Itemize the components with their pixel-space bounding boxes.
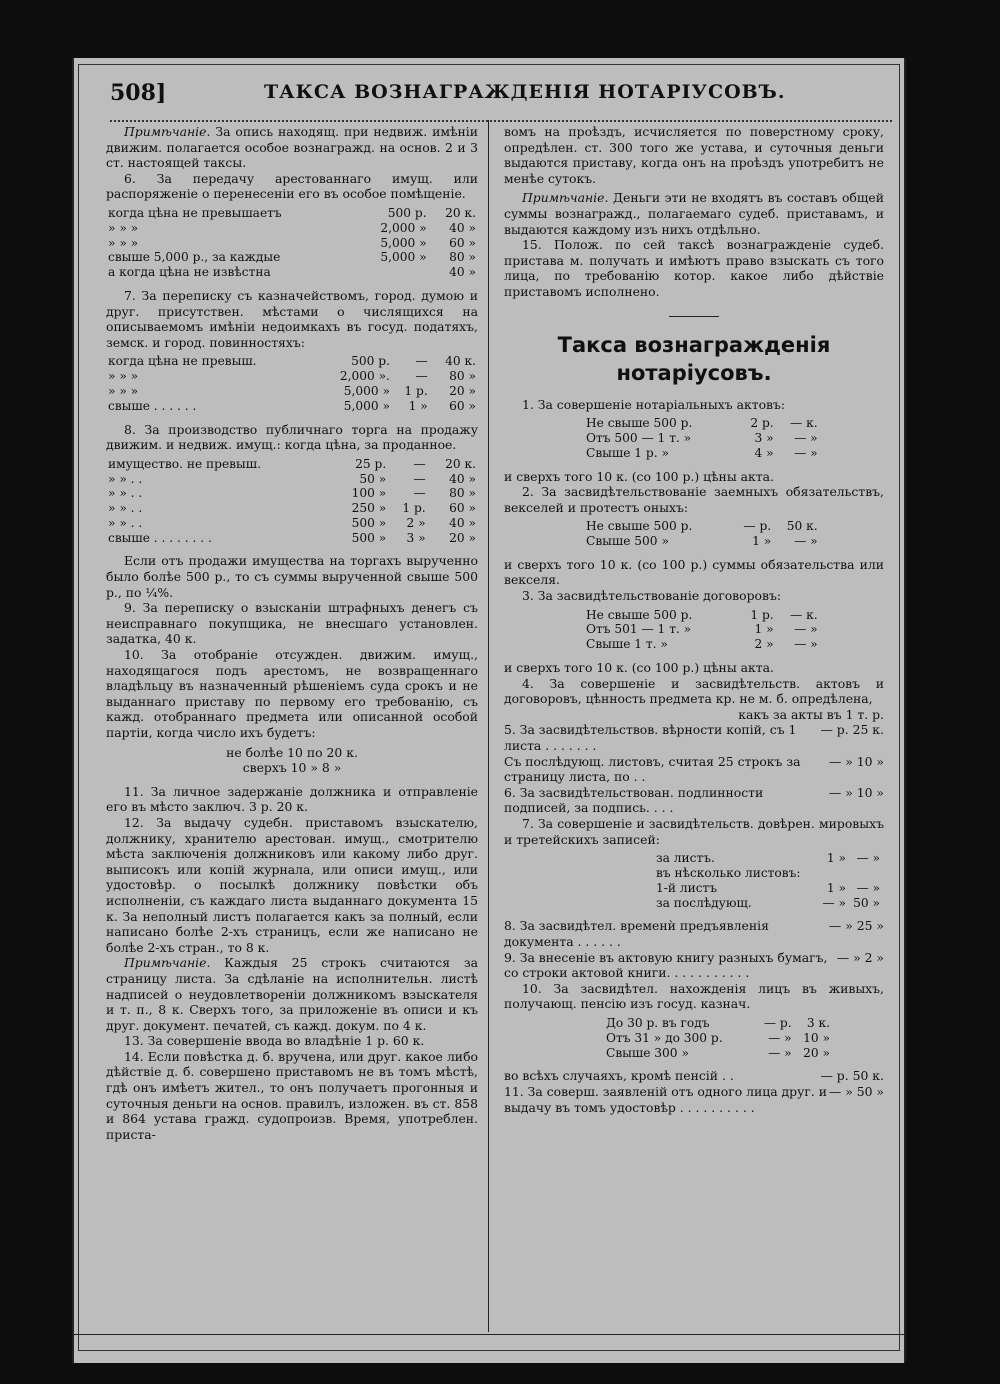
page-title: ТАКСА ВОЗНАГРАЖДЕНІЯ НОТАРІУСОВЪ. [264, 81, 786, 103]
fee-row [504, 785, 884, 816]
table-cell: — к. [790, 607, 818, 622]
row-label: во всѣхъ случаяхъ, кромѣ пенсій . . [504, 1068, 734, 1084]
table-cell: » » . . [108, 501, 143, 516]
table-cell: Отъ 500 — 1 т. » [586, 430, 692, 445]
table-cell: 250 » [351, 501, 387, 516]
notary-item-4-rate: какъ за акты въ 1 т. р. [738, 706, 884, 722]
table-cell: — к. [790, 416, 818, 431]
table-cell: — » [794, 534, 818, 549]
notary-item-3-note: и сверхъ того 10 к. (со 100 р.) цѣны акта. [504, 660, 774, 676]
table-row [106, 384, 478, 399]
table-cell: — » [794, 622, 818, 637]
table-row [584, 534, 820, 549]
note-label: Примѣчаніе. [124, 124, 211, 139]
table-row [106, 472, 478, 487]
row-label: 8. За засвидѣтел. временѝ предъявленія документа . . . . . . [504, 918, 769, 949]
paragraph-14: 14. Если повѣстка д. б. вручена, или друг. какое либо дѣйствіе д. б. совершено приставомъ не въ томъ мѣстѣ, гдѣ онъ имѣетъ жител., то онъ получаетъ прогонныя и суточныя деньги на основ. правилъ, изложен. въ ст. 858 и 864 устава гражд. судопроизв. Время, употреблен. приста- [106, 1048, 478, 1142]
notary-item-1: 1. За совершеніе нотаріальныхъ актовъ: [522, 396, 786, 412]
note-paragraph [106, 124, 478, 171]
table-cell: 1 р. [750, 607, 774, 622]
notary-table-10 [604, 1016, 832, 1060]
table-cell: 5,000 » [343, 398, 390, 413]
table-cell: 2 » [406, 515, 426, 530]
table-cell: 1 р. [402, 501, 426, 516]
paragraph-7: 7. За переписку съ казначействомъ, город. думою и друг. присутствен. мѣстами о числящихся на описываемомъ имѣніи недоимкахъ въ госуд. податяхъ, земск. и город. повинностяхъ: [106, 287, 478, 350]
table-cell: — [415, 354, 428, 369]
table-cell: — [413, 471, 426, 486]
notary-table-3 [584, 608, 820, 652]
table-cell: 500 » [351, 515, 387, 530]
table-cell: 20 к. [445, 205, 476, 220]
table-row [584, 431, 820, 446]
row-value: — » 50 » [828, 1083, 884, 1099]
note-text: За опись находящ. при недвиж. имѣніи движим. полагается особое вознагражд. на основ. 2 и 3 ст. настоящей таксы. [106, 124, 478, 171]
table-cell: 100 » [351, 486, 387, 501]
notary-rows-5-6 [504, 722, 884, 816]
page-header [74, 76, 904, 116]
table-cell: » » » [108, 369, 139, 384]
table-row [106, 369, 478, 384]
note-text: Деньги эти не входятъ въ составъ общей суммы вознагражд., полагаемаго судеб. приставамъ, и выдаются каждому изъ нихъ отдѣльно. [504, 190, 884, 237]
table-cell: 10 » [803, 1030, 830, 1045]
page [72, 58, 906, 1363]
fee-table-6 [106, 206, 478, 280]
bottom-rule [74, 1334, 904, 1335]
table-cell: 40 » [449, 471, 476, 486]
table-row [106, 457, 478, 472]
table-cell: 2,000 ». [339, 369, 390, 384]
note-label: Примѣчаніе. [522, 190, 609, 206]
table-cell: » » . . [108, 471, 143, 486]
table-cell: 500 р. [387, 205, 427, 220]
row-value: — » 10 » [828, 753, 884, 769]
table-row [106, 486, 478, 501]
table-cell: Свыше 1 р. » [586, 445, 669, 460]
row-value: — р. 50 к. [820, 1068, 884, 1084]
table-cell: Не свыше 500 р. [586, 607, 693, 622]
table-cell: 1 » [826, 851, 846, 866]
table-row [654, 866, 882, 881]
table-cell: Свыше 1 т. » [586, 637, 668, 652]
table-row [106, 501, 478, 516]
table-cell: свыше . . . . . . [108, 398, 197, 413]
table-row [584, 608, 820, 623]
table-row [584, 416, 820, 431]
column-divider [488, 120, 489, 1332]
note-label: Примѣчаніе. [124, 955, 211, 971]
table-cell: за послѣдующ. [656, 895, 752, 910]
table-cell: Свыше 300 » [606, 1045, 689, 1060]
table-cell: » » . . [108, 515, 143, 530]
table-cell: 40 » [449, 265, 476, 280]
table-cell: имущество. не превыш. [108, 456, 261, 471]
table-row [604, 1031, 832, 1046]
paragraph-14-continued: вомъ на проѣздъ, исчисляется по поверстному сроку, опредѣлен. ст. 300 того же устава, и суточныя деньги выдаются приставу, когда онъ на проѣздъ употребитъ не менѣе сутокъ. [504, 124, 884, 186]
table-cell: — » [856, 851, 880, 866]
table-row [106, 250, 478, 265]
table-cell: 60 » [449, 398, 476, 413]
table-cell: Не свыше 500 р. [586, 519, 693, 534]
fee-row [504, 754, 884, 785]
table-row [584, 637, 820, 652]
notary-item-4: 4. За совершеніе и засвидѣтельств. актовъ и договоровъ, цѣнность предмета кр. не м. б. опредѣлена, [504, 675, 884, 707]
table-row [106, 265, 478, 280]
table-cell: 5,000 » [343, 383, 390, 398]
table-cell: 500 » [351, 530, 387, 545]
table-cell: — р. [743, 519, 772, 534]
table-cell: — » [794, 430, 818, 445]
table-cell: 40 » [449, 220, 476, 235]
paragraph-10-line-b: сверхъ 10 » 8 » [242, 760, 342, 776]
table-cell: 500 р. [351, 354, 390, 369]
notary-item-10: 10. За засвидѣтел. нахожденія лицъ въ живыхъ, получающ. пенсію изъ госуд. казнач. [504, 980, 884, 1012]
table-row [106, 516, 478, 531]
table-cell: свыше . . . . . . . . [108, 530, 212, 545]
table-cell: — » [794, 445, 818, 460]
table-row [654, 851, 882, 866]
table-cell: — [413, 456, 426, 471]
section-title: Такса вознагражденія нотаріусовъ. [557, 332, 831, 385]
row-value: — » 25 » [828, 918, 884, 934]
table-cell: 50 » [853, 895, 880, 910]
notary-item-7: 7. За совершеніе и засвидѣтельств. довѣрен. мировыхъ и третейскихъ записей: [504, 816, 884, 847]
row-label: 6. За засвидѣтельствован. подлинности подписей, за подпись. . . . [504, 784, 764, 816]
fee-row [504, 950, 884, 981]
table-cell: 50 к. [786, 519, 818, 534]
table-cell: 5,000 » [380, 235, 427, 250]
notary-item-2: 2. За засвидѣтельствованіе заемныхъ обязательствъ, векселей и протестъ оныхъ: [504, 484, 884, 515]
table-cell [848, 866, 882, 881]
table-cell: 1 » [752, 534, 772, 549]
table-cell: 4 » [754, 445, 774, 460]
note-text: Каждыя 25 строкъ считаются за страницу листа. За сдѣланіе на исполнительн. листѣ надписей о неудовлетвореніи должникомъ взыскателя и т. п., 8 к. Сверхъ того, за приложеніе въ описи и къ друг. документ. печатей, съ кажд. докум. по 4 к. [106, 955, 478, 1033]
fee-table-7 [106, 354, 478, 413]
notary-table-2 [584, 519, 820, 549]
table-cell: 1-й листъ [656, 880, 718, 895]
table-cell: 5,000 » [380, 250, 427, 265]
table-cell: 25 р. [355, 456, 387, 471]
table-row [584, 446, 820, 461]
paragraph-10-line-a: не болѣе 10 по 20 к. [226, 744, 358, 760]
table-cell: 2 р. [750, 416, 774, 431]
table-cell: — [413, 486, 426, 501]
table-cell: — » [768, 1045, 792, 1060]
table-cell: 1 » [826, 880, 846, 895]
table-cell: Отъ 31 » до 300 р. [606, 1030, 723, 1045]
notary-rows-8-9 [504, 918, 884, 980]
table-cell: 40 » [449, 515, 476, 530]
paragraph-13: 13. За совершеніе ввода во владѣніе 1 р. 60 к. [124, 1033, 425, 1049]
fee-row [504, 918, 884, 949]
table-cell: а когда цѣна не извѣстна [108, 265, 271, 280]
section-rule [669, 316, 719, 317]
table-cell: — » [822, 895, 846, 910]
table-cell: когда цѣна не превышаетъ [108, 205, 282, 220]
table-cell: 2,000 » [380, 220, 427, 235]
row-label: 11. За соверш. заявленій отъ одного лица друг. и выдачу въ томъ удостовѣр . . . . . . . . . . [504, 1083, 828, 1115]
paragraph-10: 10. За отобраніе отсужден. движим. имущ., находящагося подъ арестомъ, не возвращеннаго владѣльцу въ назначенный рѣшеніемъ суда срокъ и не выданнаго приставу по первому его требованію, съ кажд. отобраннаго предмета или описанной особой партіи, когда число ихъ будетъ: [106, 647, 478, 741]
table-cell: 3 к. [806, 1015, 830, 1030]
table-cell [818, 866, 848, 881]
table-cell: До 30 р. въ годъ [606, 1015, 710, 1030]
table-cell: 20 » [803, 1045, 830, 1060]
table-cell: за листъ. [656, 851, 715, 866]
table-row [106, 221, 478, 236]
left-column [106, 124, 478, 1142]
table-cell: — » [768, 1030, 792, 1045]
notary-table-1 [584, 416, 820, 460]
table-cell: » » » [108, 220, 139, 235]
table-cell: Отъ 501 — 1 т. » [586, 622, 692, 637]
table-cell: Не свыше 500 р. [586, 416, 693, 431]
notary-table-7 [654, 851, 882, 910]
note-paragraph-3 [504, 190, 884, 237]
table-cell: свыше 5,000 р., за каждые [108, 250, 281, 265]
table-cell: 3 » [406, 530, 426, 545]
row-label: 9. За внесеніе въ актовую книгу разныхъ бумагъ, со строки актовой книги. . . . . . . . . . . [504, 949, 828, 981]
table-cell: — » [794, 637, 818, 652]
table-cell: 3 » [754, 430, 774, 445]
table-cell: 20 » [449, 383, 476, 398]
table-cell: — р. [763, 1015, 792, 1030]
table-cell: 20 к. [445, 456, 476, 471]
row-label: Съ послѣдующ. листовъ, считая 25 строкъ за страницу листа, по . . [504, 753, 801, 785]
paragraph-8: 8. За производство публичнаго торга на продажу движим. и недвиж. имущ.: когда цѣна, за проданное. [106, 421, 478, 453]
table-row [106, 531, 478, 546]
table-row [604, 1016, 832, 1031]
table-row [106, 399, 478, 414]
fee-table-8 [106, 457, 478, 546]
right-column [504, 124, 884, 1115]
table-row [106, 206, 478, 221]
table-cell: 1 » [408, 398, 428, 413]
notary-item-11 [504, 1084, 884, 1115]
table-row [604, 1046, 832, 1061]
paragraph-9: 9. За переписку о взысканіи штрафныхъ денегъ съ неисправнаго покупщика, не внесшаго установлен. задатка, 40 к. [106, 600, 478, 647]
table-cell: 80 » [449, 369, 476, 384]
table-cell: въ нѣсколько листовъ: [656, 865, 801, 880]
table-row [106, 236, 478, 251]
table-cell: » » . . [108, 486, 143, 501]
paragraph-12: 12. За выдачу судебн. приставомъ взыскателю, должнику, хранителю арестован. имущ., смотрителю мѣста заключенія должниковъ или какому либо друг. выписокъ или копій журнала, или описи имущ., или удостовѣр. о посылкѣ должнику повѣстки объ исполненіи, съ каждаго листа выданнаго документа 15 к. За неполный листъ полагается какъ за полный, если написано болѣе 2-хъ страницъ, если же написано не болѣе 2-хъ стран., то 8 к. [106, 814, 478, 955]
row-value: — » 10 » [828, 784, 884, 800]
table-row [654, 881, 882, 896]
paragraph-11: 11. За личное задержаніе должника и отправленіе его въ мѣсто заключ. 3 р. 20 к. [106, 783, 478, 815]
note-paragraph-2 [106, 955, 478, 1033]
table-cell: когда цѣна не превыш. [108, 354, 257, 369]
table-row [584, 622, 820, 637]
page-number: 508] [110, 80, 167, 106]
table-cell: 2 » [754, 637, 774, 652]
paragraph-8b: Если отъ продажи имущества на торгахъ вырученно было болѣе 500 р., то съ суммы вырученной свыше 500 р., по ¼%. [106, 553, 478, 600]
notary-item-2-note: и сверхъ того 10 к. (со 100 р.) суммы обязательства или векселя. [504, 556, 884, 588]
table-cell: » » » [108, 235, 139, 250]
table-cell: 60 » [449, 235, 476, 250]
table-cell: 50 » [359, 471, 387, 486]
paragraph-6: 6. За передачу арестованнаго имущ. или распоряженіе о перенесеніи его въ особое помѣщеніе. [106, 170, 478, 202]
row-value: — р. 25 к. [820, 722, 884, 738]
table-row [584, 519, 820, 534]
table-cell: Свыше 500 » [586, 534, 669, 549]
notary-item-3: 3. За засвидѣтельствованіе договоровъ: [522, 588, 782, 604]
row-label: 5. За засвидѣтельствов. вѣрности копій, съ 1 листа . . . . . . . [504, 722, 797, 754]
table-cell: 60 » [449, 501, 476, 516]
table-cell: — » [856, 880, 880, 895]
table-cell: 80 » [449, 486, 476, 501]
row-value: — » 2 » [836, 949, 884, 965]
table-cell: 40 к. [445, 354, 476, 369]
table-row [654, 896, 882, 911]
table-cell: 80 » [449, 250, 476, 265]
table-cell: — [415, 369, 428, 384]
table-cell: 1 » [754, 622, 774, 637]
table-row [106, 354, 478, 369]
fee-row [504, 722, 884, 753]
paragraph-15: 15. Полож. по сей таксѣ вознагражденіе судеб. пристава м. получать и имѣютъ право взыскать съ того лица, по требованію котор. какое либо дѣйствіе приставомъ исполнено. [504, 237, 884, 299]
table-cell [358, 265, 429, 280]
notary-item-1-note: и сверхъ того 10 к. (со 100 р.) цѣны акта. [504, 468, 774, 484]
table-cell: 20 » [449, 530, 476, 545]
table-cell: » » » [108, 383, 139, 398]
notary-item-10-all-cases [504, 1068, 884, 1084]
table-cell: 1 р. [404, 383, 428, 398]
